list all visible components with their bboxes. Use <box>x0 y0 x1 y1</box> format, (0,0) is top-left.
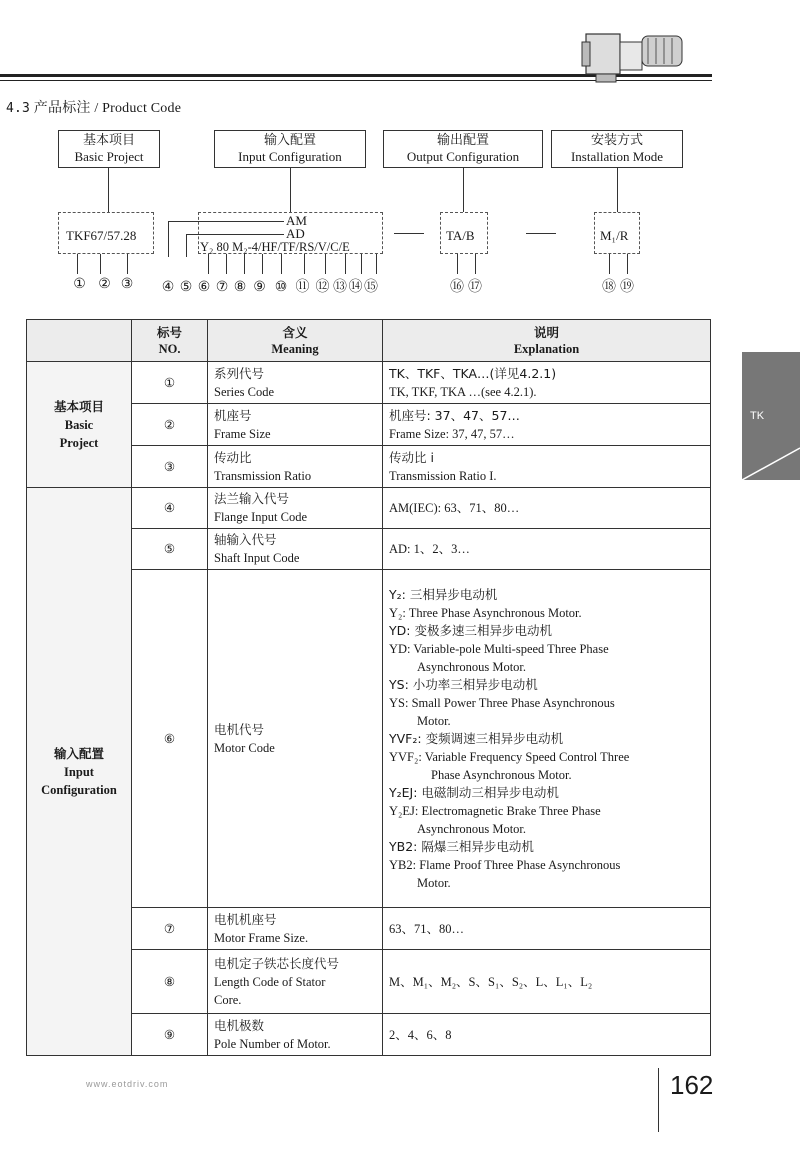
marker: ⑪ <box>295 280 310 295</box>
row-explanation: M、M₁、M₂、S、S₁、S₂、L、L₁、L₂ <box>383 950 711 1014</box>
header-box-installation-mode <box>551 130 683 168</box>
marker: ⑬ <box>333 280 347 295</box>
row-explanation: AD: 1、2、3… <box>383 529 711 570</box>
header-box-zh: 输入配置 <box>263 133 316 148</box>
row-meaning: 电机代号 Motor Code <box>208 570 383 908</box>
row-no: ③ <box>132 446 208 488</box>
header-blank <box>27 320 132 362</box>
marker: ⑦ <box>215 280 229 295</box>
header-no: 标号 NO. <box>132 320 208 362</box>
table-header-row <box>27 320 711 362</box>
row-explanation: 2、4、6、8 <box>383 1014 711 1056</box>
marker-stem <box>226 254 227 274</box>
footer-url: www.eotdriv.com <box>86 1079 169 1089</box>
header-box-zh: 基本项目 <box>82 133 135 148</box>
group-input-configuration: 输入配置 Input Configuration <box>27 488 132 1056</box>
row-no: ⑧ <box>132 950 208 1014</box>
row-meaning: 轴输入代号 Shaft Input Code <box>208 529 383 570</box>
output-code-text: TA/B <box>446 228 475 243</box>
dash-separator <box>526 233 556 234</box>
ad-label: AD <box>286 226 305 241</box>
header-box-en: Basic Project <box>74 149 144 164</box>
header-meaning: 含义 Meaning <box>208 320 383 362</box>
row-no: ⑤ <box>132 529 208 570</box>
row-explanation-motor-code: Y₂: 三相异步电动机 Y₂: Three Phase Asynchronous Motor. YD: 变极多速三相异步电动机 YD: Variable-pole Multi-speed Three Phase Asynchronous Motor. YS: 小功率三相异步电动机 YS: Small Power Three Phase Asynchronous Motor. YVF₂: 变频调速三相异步电动机 YVF₂: Variable Frequency Speed Control Three Phase Asynchronous Motor. Y₂EJ: 电磁制动三相异步电动机 Y₂EJ: Electromagnetic Brake Three Phase Asynchronous Motor. YB2: 隔爆三相异步电动机 YB2: Flame Proof Three Phase Asynchronous Motor. <box>383 570 711 908</box>
table-row <box>27 488 711 529</box>
marker: ⑩ <box>274 280 288 295</box>
marker-stem <box>361 254 362 274</box>
dash-separator <box>394 233 424 234</box>
row-no: ⑦ <box>132 908 208 950</box>
connector-line <box>463 168 464 212</box>
marker: ⑯ <box>450 280 464 295</box>
marker-stem <box>304 254 305 274</box>
row-meaning: 电机机座号 Motor Frame Size. <box>208 908 383 950</box>
marker: ⑲ <box>620 280 634 295</box>
header-box-input-configuration <box>214 130 366 168</box>
marker-stem <box>281 254 282 274</box>
header-box-en: Output Configuration <box>406 149 520 164</box>
marker-stem <box>627 254 628 274</box>
marker-stem <box>475 254 476 274</box>
header-box-zh: 安装方式 <box>590 133 643 148</box>
marker: ⑨ <box>253 280 266 295</box>
footer-divider <box>658 1068 659 1132</box>
row-meaning: 系列代号 Series Code <box>208 362 383 404</box>
marker-stem <box>262 254 263 274</box>
marker-stem <box>325 254 326 274</box>
header-box-en: Input Configuration <box>238 149 342 164</box>
markers-input <box>159 276 379 296</box>
side-tab <box>742 352 800 480</box>
page-number: 162 <box>670 1070 714 1100</box>
row-explanation: AM(IEC): 63、71、80… <box>383 488 711 529</box>
gearbox-illustration <box>578 20 688 86</box>
row-explanation: 机座号: 37、47、57… Frame Size: 37, 47, 57… <box>383 404 711 446</box>
row-no: ① <box>132 362 208 404</box>
row-no: ② <box>132 404 208 446</box>
row-meaning: 电机定子铁芯长度代号 Length Code of Stator Core. <box>208 950 383 1014</box>
row-no: ⑥ <box>132 570 208 908</box>
markers-mount <box>600 276 636 296</box>
marker: ⑤ <box>179 280 193 295</box>
marker: ⑱ <box>602 280 616 295</box>
input-code-text: Y₂ 80 M₂-4/HF/TF/RS/V/C/E <box>200 240 350 254</box>
row-meaning: 传动比 Transmission Ratio <box>208 446 383 488</box>
marker: ⑫ <box>315 280 330 295</box>
marker-stem <box>77 254 78 274</box>
am-leader-line <box>168 221 284 222</box>
header-box-output-configuration <box>383 130 543 168</box>
connector-line <box>617 168 618 212</box>
row-no: ⑨ <box>132 1014 208 1056</box>
header-box-basic-project <box>58 130 160 168</box>
header-explanation: 说明 Explanation <box>383 320 711 362</box>
marker-stem <box>457 254 458 274</box>
am-drop-line <box>168 221 169 257</box>
marker-stem <box>244 254 245 274</box>
section-title <box>6 97 181 117</box>
marker: ① <box>73 277 86 292</box>
marker-stem <box>127 254 128 274</box>
marker: ⑮ <box>364 280 378 295</box>
connector-line <box>290 168 291 212</box>
marker: ⑧ <box>233 280 247 295</box>
connector-line <box>108 168 109 212</box>
markers-output <box>448 276 484 296</box>
ad-drop-line <box>186 234 187 257</box>
basic-code-text: TKF67/57.28 <box>66 228 137 243</box>
marker: ⑭ <box>348 280 363 295</box>
row-meaning: 电机极数 Pole Number of Motor. <box>208 1014 383 1056</box>
group-basic-project: 基本项目 Basic Project <box>27 362 132 488</box>
product-code-table <box>26 319 711 1056</box>
section-title-zh: 产品标注 <box>33 100 91 116</box>
marker: ② <box>98 277 111 292</box>
markers-basic <box>68 276 136 293</box>
marker-stem <box>376 254 377 274</box>
section-number: 4.3 <box>6 101 31 116</box>
row-no: ④ <box>132 488 208 529</box>
header-box-en: Installation Mode <box>570 149 664 164</box>
section-title-en: / Product Code <box>94 101 182 116</box>
marker: ⑥ <box>197 280 211 295</box>
marker-stem <box>100 254 101 274</box>
row-explanation: 传动比 i Transmission Ratio I. <box>383 446 711 488</box>
side-tab-label: TK <box>750 410 765 422</box>
marker: ⑰ <box>468 280 482 295</box>
marker-stem <box>345 254 346 274</box>
row-explanation: 63、71、80… <box>383 908 711 950</box>
ad-leader-line <box>186 234 284 235</box>
table-row <box>27 362 711 404</box>
marker: ④ <box>161 280 175 295</box>
marker: ③ <box>120 277 134 292</box>
header-box-zh: 输出配置 <box>436 133 489 148</box>
row-explanation: TK、TKF、TKA…(详见4.2.1) TK, TKF, TKA …(see 4.2.1). <box>383 362 711 404</box>
row-meaning: 机座号 Frame Size <box>208 404 383 446</box>
marker-stem <box>609 254 610 274</box>
row-meaning: 法兰输入代号 Flange Input Code <box>208 488 383 529</box>
mount-code-text: M₁/R <box>600 228 629 243</box>
marker-stem <box>208 254 209 274</box>
am-label: AM <box>286 213 307 228</box>
